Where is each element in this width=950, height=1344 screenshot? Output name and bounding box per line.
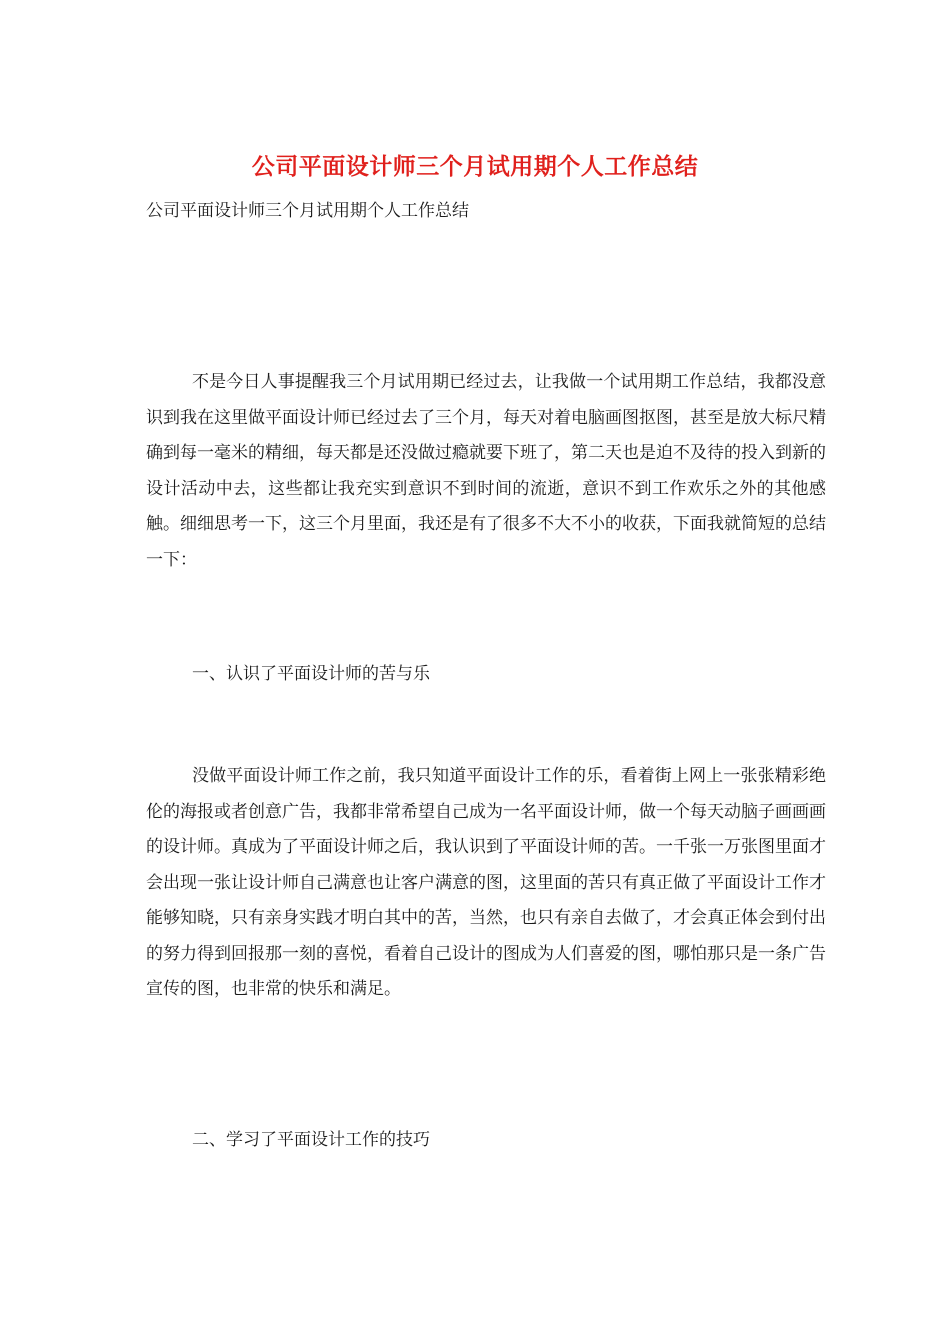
intro-paragraph: 不是今日人事提醒我三个月试用期已经过去，让我做一个试用期工作总结，我都没意识到我在这里做平面设计师已经过去了三个月，每天对着电脑画图抠图，甚至是放大标尺精确到每一毫米的精细，每天都是还没做过瘾就要下班了，第二天也是迫不及待的投入到新的设计活动中去，这些都让我充实到意识不到时间的流逝，意识不到工作欢乐之外的其他感触。细细思考一下，这三个月里面，我还是有了很多不大不小的收获，下面我就简短的总结一下： — [146, 372, 826, 570]
section-heading-1: 一、认识了平面设计师的苦与乐 — [192, 664, 430, 684]
section-1-paragraph: 没做平面设计师工作之前，我只知道平面设计工作的乐，看着街上网上一张张精彩绝伦的海报或者创意广告，我都非常希望自己成为一名平面设计师，做一个每天动脑子画画画的设计师。真成为了平面设计师之后，我认识到了平面设计师的苦。一千张一万张图里面才会出现一张让设计师自己满意也让客户满意的图，这里面的苦只有真正做了平面设计工作才能够知晓，只有亲身实践才明白其中的苦，当然，也只有亲自去做了，才会真正体会到付出的努力得到回报那一刻的喜悦，看着自己设计的图成为人们喜爱的图，哪怕那只是一条广告宣传的图，也非常的快乐和满足。 — [146, 766, 826, 999]
document-subtitle: 公司平面设计师三个月试用期个人工作总结 — [146, 201, 469, 221]
section-heading-2: 二、学习了平面设计工作的技巧 — [192, 1130, 430, 1150]
document-title: 公司平面设计师三个月试用期个人工作总结 — [251, 153, 699, 180]
